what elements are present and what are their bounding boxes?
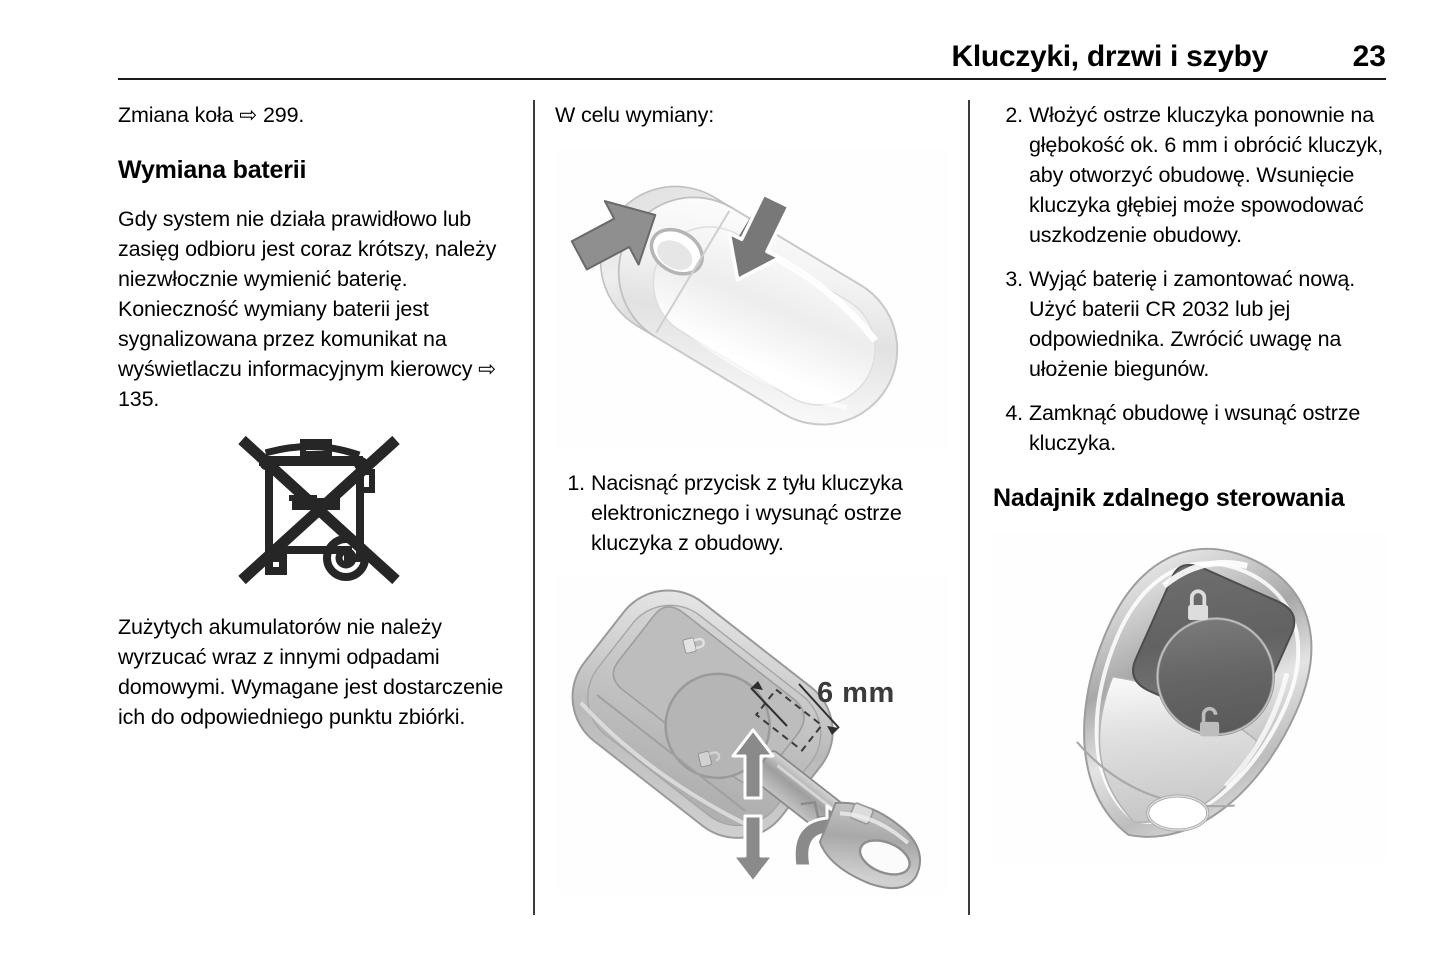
steps-list-right xyxy=(993,100,1393,458)
remote-key-fob-illustration xyxy=(993,532,1387,862)
step-4 xyxy=(993,398,1393,458)
page-title: Kluczyki, drzwi i szyby xyxy=(951,40,1268,73)
figure-key-blade-6mm xyxy=(555,576,949,894)
column-divider-right xyxy=(968,100,970,915)
step-3-number: 3. xyxy=(1005,267,1023,291)
step-2 xyxy=(993,100,1393,250)
crossed-out-wheeled-bin-icon xyxy=(236,428,404,588)
column-left xyxy=(118,100,518,732)
intro-replacement-procedure: W celu wymiany: xyxy=(555,103,715,127)
dimension-label-6mm: 6 mm xyxy=(817,677,895,709)
step-2-number: 2. xyxy=(1005,103,1023,127)
figure-weee-symbol xyxy=(118,428,518,598)
figure-remote-key-fob xyxy=(993,532,1387,862)
step-2-text: Włożyć ostrze kluczyka ponownie na głębokość ok. 6 mm i obrócić kluczyk, aby otworzyć obudowę. Wsunięcie kluczyka głębiej może spowodować uszkodzenie obudowy. xyxy=(1029,103,1384,247)
step-1-number: 1. xyxy=(567,471,585,495)
column-divider-left xyxy=(533,100,535,915)
key-blade-insertion-illustration xyxy=(555,576,949,894)
paragraph-battery-disposal: Zużytych akumulatorów nie należy wyrzucać wraz z innymi odpadami domowymi. Wymagane jest dostarczenie ich do odpowiedniego punktu zbiórki. xyxy=(118,615,504,729)
figure-key-fob-back xyxy=(555,148,949,450)
page-header xyxy=(118,40,1386,80)
column-right xyxy=(993,100,1393,862)
step-1 xyxy=(555,468,955,558)
step-4-text: Zamknąć obudowę i wsunąć ostrze kluczyka. xyxy=(1029,401,1361,455)
steps-list-middle xyxy=(555,468,955,558)
heading-remote-transmitter: Nadajnik zdalnego sterowania xyxy=(993,484,1345,512)
step-4-number: 4. xyxy=(1005,401,1023,425)
column-middle xyxy=(555,100,955,894)
paragraph-battery-intro: Gdy system nie działa prawidłowo lub zasięg odbioru jest coraz krótszy, należy niezwłocznie wymienić baterię. Konieczność wymiany baterii jest sygnalizowana przez komunikat na wyświetlaczu informacyjnym kierowcy ⇨ 135. xyxy=(118,207,497,411)
heading-battery-replacement: Wymiana baterii xyxy=(118,156,307,184)
header-rule xyxy=(118,78,1386,80)
step-3-text: Wyjąć baterię i zamontować nową. Użyć baterii CR 2032 lub jej odpowiednika. Zwrócić uwagę na ułożenie biegunów. xyxy=(1029,267,1356,381)
step-1-text: Nacisnąć przycisk z tyłu kluczyka elektronicznego i wysunąć ostrze kluczyka z obudowy. xyxy=(591,471,903,555)
step-3 xyxy=(993,264,1393,384)
cross-reference-wheel-change: Zmiana koła ⇨ 299. xyxy=(118,103,305,127)
key-fob-back-illustration xyxy=(555,148,949,450)
page-number: 23 xyxy=(1352,40,1386,73)
